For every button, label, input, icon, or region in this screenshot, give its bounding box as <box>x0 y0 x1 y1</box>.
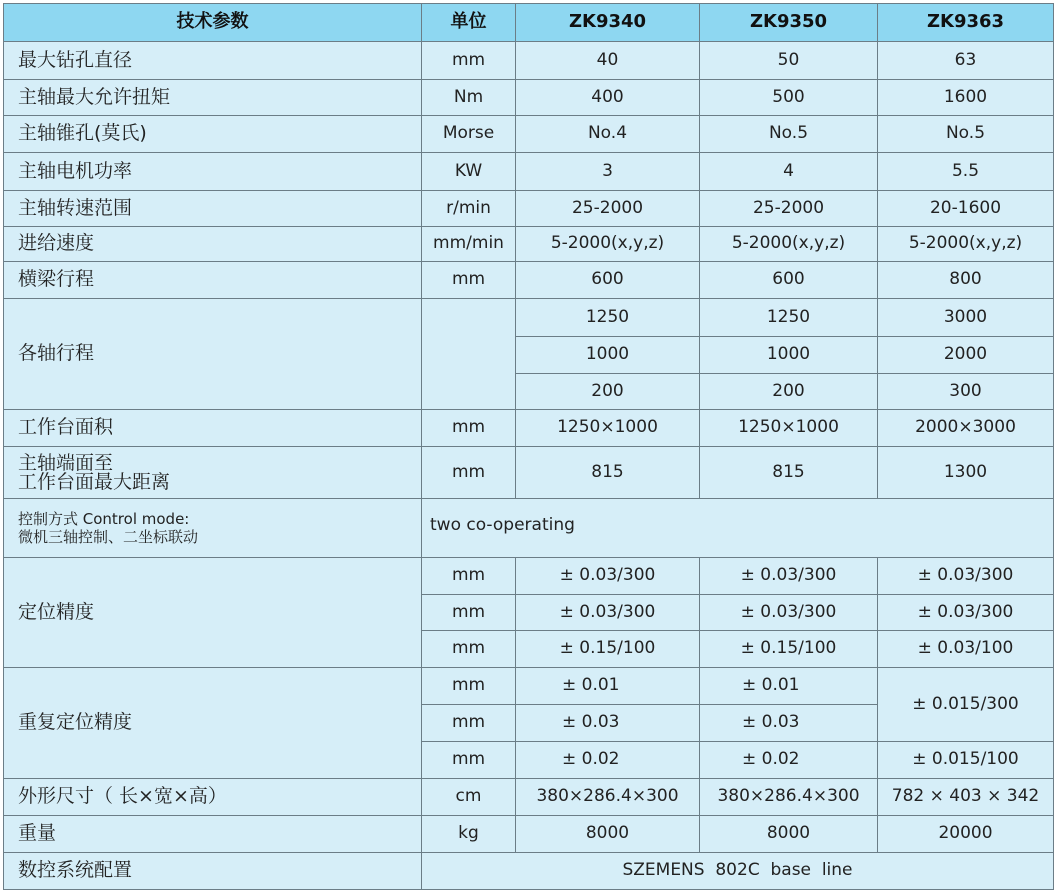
value-zk9340: 1250 <box>516 299 700 337</box>
value-zk9340: 1000 <box>516 337 700 374</box>
value-zk9363: ± 0.03/300 <box>878 558 1054 595</box>
unit-cell: mm/min <box>422 227 516 262</box>
value-zk9340: 40 <box>516 42 700 80</box>
value-zk9340: 5-2000(x,y,z) <box>516 227 700 262</box>
param-name: 数控系统配置 <box>4 853 422 890</box>
value-zk9350: 1250×1000 <box>700 410 878 447</box>
value-zk9363: 2000 <box>878 337 1054 374</box>
unit-cell: mm <box>422 410 516 447</box>
unit-cell: mm <box>422 742 516 779</box>
value-zk9340: ± 0.02 <box>516 742 700 779</box>
header-zk9350: ZK9350 <box>700 4 878 42</box>
value-zk9350: 1000 <box>700 337 878 374</box>
unit-cell <box>422 299 516 410</box>
row-axes-1 <box>4 299 1054 337</box>
row-spindle-distance <box>4 447 1054 499</box>
value-zk9340: 200 <box>516 374 700 410</box>
value-zk9340: 815 <box>516 447 700 499</box>
param-name <box>4 499 422 558</box>
header-zk9340: ZK9340 <box>516 4 700 42</box>
value-zk9340: ± 0.03/300 <box>516 595 700 631</box>
control-mode-line1: 控制方式 Control mode: <box>18 510 190 528</box>
param-name-line1: 主轴端面至 <box>18 451 114 474</box>
param-name: 主轴最大允许扭矩 <box>4 80 422 116</box>
value-zk9340: 3 <box>516 153 700 191</box>
value-zk9340: ± 0.03 <box>516 705 700 742</box>
param-name: 最大钻孔直径 <box>4 42 422 80</box>
value-zk9350: ± 0.03/300 <box>700 558 878 595</box>
value-zk9350: ± 0.03/300 <box>700 595 878 631</box>
param-name <box>4 447 422 499</box>
value-zk9363-merged: ± 0.015/300 <box>878 668 1054 742</box>
value-zk9350: 8000 <box>700 816 878 853</box>
row-torque <box>4 80 1054 116</box>
param-name: 工作台面积 <box>4 410 422 447</box>
row-taper <box>4 116 1054 153</box>
row-weight <box>4 816 1054 853</box>
param-name: 重量 <box>4 816 422 853</box>
unit-cell: Nm <box>422 80 516 116</box>
param-name: 主轴锥孔(莫氏) <box>4 116 422 153</box>
unit-cell: mm <box>422 668 516 705</box>
value-zk9363: 800 <box>878 262 1054 299</box>
param-name: 主轴转速范围 <box>4 191 422 227</box>
value-zk9363: ± 0.015/100 <box>878 742 1054 779</box>
value-zk9350: ± 0.15/100 <box>700 631 878 668</box>
param-name: 横梁行程 <box>4 262 422 299</box>
value-zk9340: 600 <box>516 262 700 299</box>
value-zk9340: ± 0.01 <box>516 668 700 705</box>
header-zk9363: ZK9363 <box>878 4 1054 42</box>
unit-cell: cm <box>422 779 516 816</box>
value-zk9350: 380×286.4×300 <box>700 779 878 816</box>
value-zk9340: 8000 <box>516 816 700 853</box>
unit-cell: mm <box>422 595 516 631</box>
unit-cell: KW <box>422 153 516 191</box>
unit-cell: kg <box>422 816 516 853</box>
value-zk9363: 20000 <box>878 816 1054 853</box>
control-mode-value: two co-operating <box>422 499 1054 558</box>
header-unit: 单位 <box>422 4 516 42</box>
spec-table <box>3 3 1054 890</box>
value-zk9363: 63 <box>878 42 1054 80</box>
value-zk9350: 4 <box>700 153 878 191</box>
param-name: 重复定位精度 <box>4 668 422 779</box>
unit-cell: mm <box>422 705 516 742</box>
value-zk9363: 5.5 <box>878 153 1054 191</box>
value-zk9363: 2000×3000 <box>878 410 1054 447</box>
value-zk9340: 25-2000 <box>516 191 700 227</box>
row-feed <box>4 227 1054 262</box>
value-zk9340: No.4 <box>516 116 700 153</box>
param-name: 进给速度 <box>4 227 422 262</box>
value-zk9363: 1300 <box>878 447 1054 499</box>
row-motor <box>4 153 1054 191</box>
row-dimensions <box>4 779 1054 816</box>
row-speed <box>4 191 1054 227</box>
value-zk9363: 20-1600 <box>878 191 1054 227</box>
value-zk9340: 400 <box>516 80 700 116</box>
param-name: 主轴电机功率 <box>4 153 422 191</box>
row-beam <box>4 262 1054 299</box>
value-zk9350: ± 0.03 <box>700 705 878 742</box>
control-mode-line2: 微机三轴控制、二坐标联动 <box>18 528 199 546</box>
value-zk9350: 1250 <box>700 299 878 337</box>
row-repeat-1 <box>4 668 1054 705</box>
value-zk9350: 600 <box>700 262 878 299</box>
cnc-value: SZEMENS 802C base line <box>422 853 1054 890</box>
value-zk9350: No.5 <box>700 116 878 153</box>
row-positioning-1 <box>4 558 1054 595</box>
value-zk9350: 25-2000 <box>700 191 878 227</box>
value-zk9350: 500 <box>700 80 878 116</box>
row-table-area <box>4 410 1054 447</box>
value-zk9350: ± 0.01 <box>700 668 878 705</box>
value-zk9363: No.5 <box>878 116 1054 153</box>
value-zk9363: 3000 <box>878 299 1054 337</box>
value-zk9340: 380×286.4×300 <box>516 779 700 816</box>
value-zk9350: 50 <box>700 42 878 80</box>
row-max-drill <box>4 42 1054 80</box>
value-zk9363: 782 × 403 × 342 <box>878 779 1054 816</box>
header-row <box>4 4 1054 42</box>
value-zk9363: ± 0.03/100 <box>878 631 1054 668</box>
value-zk9350: ± 0.02 <box>700 742 878 779</box>
param-name-line2: 工作台面最大距离 <box>18 470 171 493</box>
param-name: 外形尺寸（ 长×宽×高） <box>4 779 422 816</box>
unit-cell: mm <box>422 631 516 668</box>
unit-cell: mm <box>422 558 516 595</box>
value-zk9350: 5-2000(x,y,z) <box>700 227 878 262</box>
value-zk9363: 1600 <box>878 80 1054 116</box>
value-zk9363: 300 <box>878 374 1054 410</box>
param-name: 各轴行程 <box>4 299 422 410</box>
value-zk9350: 815 <box>700 447 878 499</box>
value-zk9350: 200 <box>700 374 878 410</box>
value-zk9340: 1250×1000 <box>516 410 700 447</box>
unit-cell: mm <box>422 262 516 299</box>
value-zk9363: 5-2000(x,y,z) <box>878 227 1054 262</box>
value-zk9363: ± 0.03/300 <box>878 595 1054 631</box>
row-control-mode <box>4 499 1054 558</box>
row-cnc <box>4 853 1054 890</box>
unit-cell: r/min <box>422 191 516 227</box>
value-zk9340: ± 0.03/300 <box>516 558 700 595</box>
header-param: 技术参数 <box>4 4 422 42</box>
unit-cell: mm <box>422 447 516 499</box>
unit-cell: mm <box>422 42 516 80</box>
unit-cell: Morse <box>422 116 516 153</box>
value-zk9340: ± 0.15/100 <box>516 631 700 668</box>
param-name: 定位精度 <box>4 558 422 668</box>
